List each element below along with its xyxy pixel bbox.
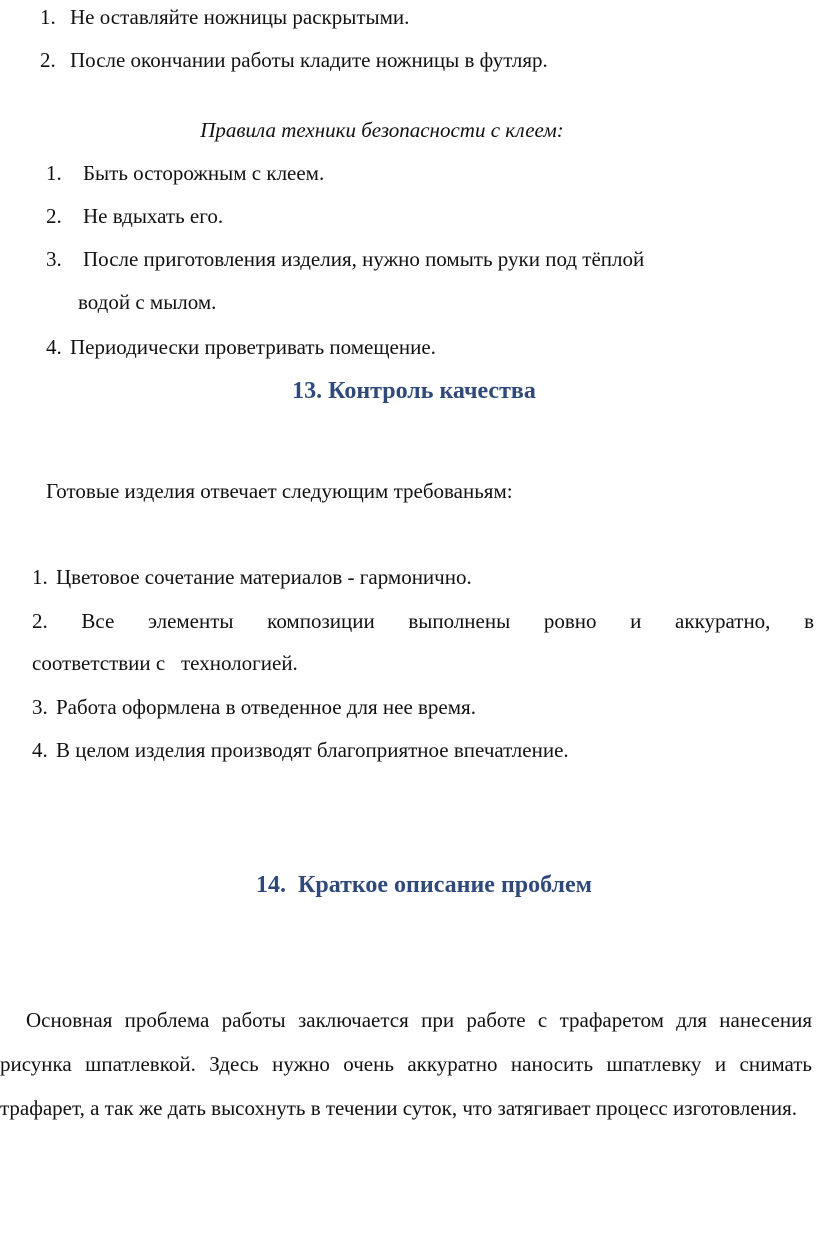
list-text: Не оставляйте ножницы раскрытыми. xyxy=(70,5,410,29)
list-number: 4. xyxy=(46,335,62,359)
list-text: Все элементы композиции выполнены ровно и аккуратно, в xyxy=(81,609,814,633)
glue-rule-3 xyxy=(46,246,644,272)
quality-item-2-continuation: соответствии с технологией. xyxy=(32,651,298,675)
list-text: В целом изделия производят благоприятное впечатление. xyxy=(56,738,569,762)
list-number: 4. xyxy=(32,738,48,762)
problems-text: Основная проблема работы заключается при работе с трафаретом для нанесения рисунка шпатлевкой. Здесь нужно очень аккуратно наносить шпатлевку и снимать трафарет, а так же дать высохнуть в течении суток, что затягивает процесс изготовления. xyxy=(0,1008,812,1120)
glue-rule-4 xyxy=(46,334,436,360)
problems-heading: 14. Краткое описание проблем xyxy=(255,872,593,898)
list-text: После приготовления изделия, нужно помыть руки под тёплой xyxy=(83,247,645,271)
list-text: Быть осторожным с клеем. xyxy=(83,161,325,185)
list-number: 1. xyxy=(40,5,56,29)
list-number: 1. xyxy=(32,565,48,589)
quality-item-1 xyxy=(32,564,472,590)
list-text: Цветовое сочетание материалов - гармонично. xyxy=(56,565,472,589)
list-number: 2. xyxy=(40,48,56,72)
problems-paragraph xyxy=(0,998,812,1130)
scissors-rule-2 xyxy=(40,47,548,73)
glue-rule-2 xyxy=(46,203,223,229)
glue-rule-1 xyxy=(46,160,324,186)
list-text: Работа оформлена в отведенное для нее время. xyxy=(56,695,476,719)
quality-item-3 xyxy=(32,694,476,720)
quality-intro: Готовые изделия отвечает следующим требованьям: xyxy=(46,479,513,503)
list-number: 1. xyxy=(46,161,62,185)
scissors-rule-1 xyxy=(40,4,409,30)
list-number: 3. xyxy=(32,695,48,719)
list-text: Периодически проветривать помещение. xyxy=(70,335,436,359)
quality-item-2 xyxy=(32,608,814,634)
glue-section-title: Правила техники безопасности с клеем: xyxy=(200,118,564,142)
list-text: Не вдыхать его. xyxy=(83,204,224,228)
list-number: 2. xyxy=(32,609,48,633)
quality-item-4 xyxy=(32,737,569,763)
list-text: После окончании работы кладите ножницы в футляр. xyxy=(70,48,548,72)
quality-heading: 13. Контроль качества xyxy=(292,378,536,404)
list-number: 3. xyxy=(46,247,62,271)
glue-rule-3-continuation: водой с мылом. xyxy=(78,290,217,314)
list-number: 2. xyxy=(46,204,62,228)
